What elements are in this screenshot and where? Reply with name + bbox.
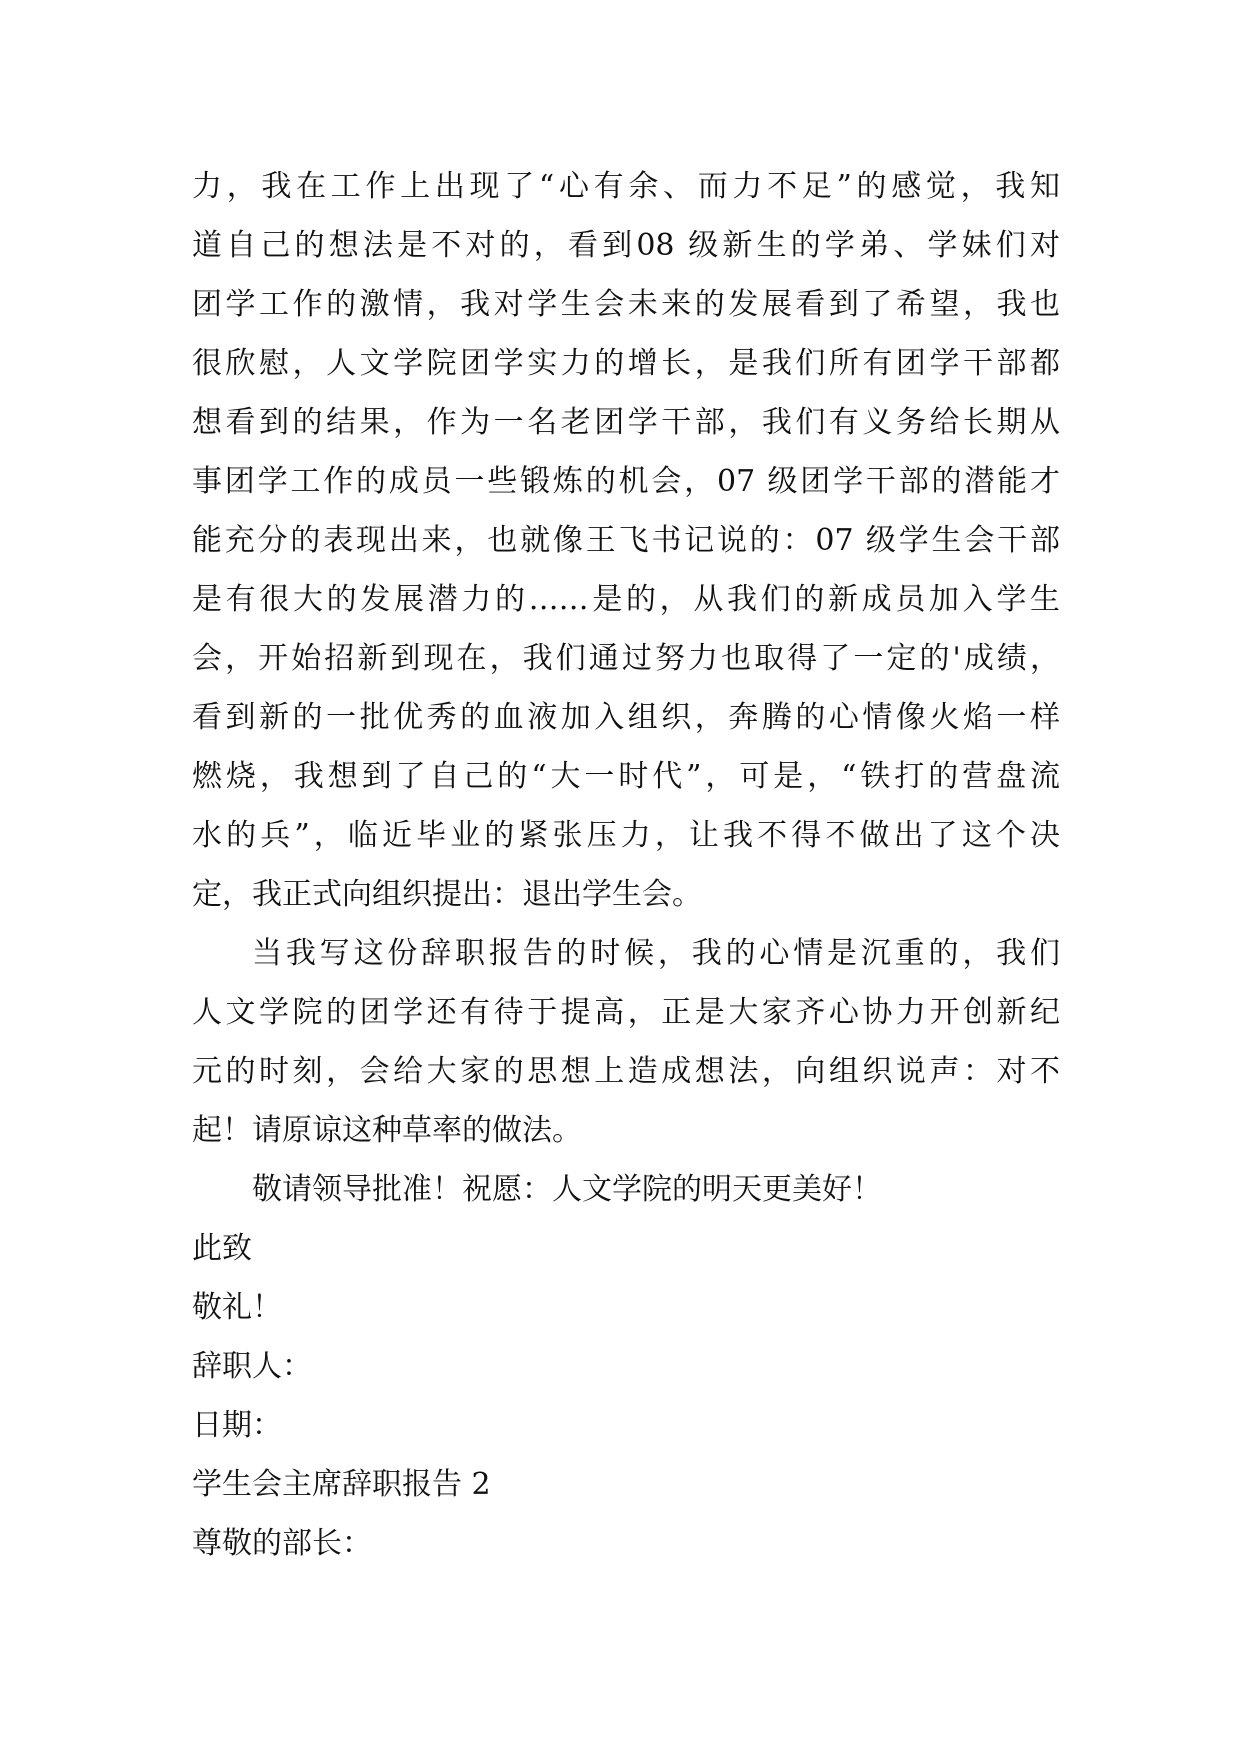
paragraph-line: 很欣慰，人文学院团学实力的增长，是我们所有团学干部都 (192, 346, 1060, 381)
paragraph-last-line: 起！请原谅这种草率的做法。 (192, 1113, 582, 1148)
closing-salutation: 此致 (192, 1231, 252, 1266)
paragraph-line: 燃烧，我想到了自己的“大一时代”，可是，“铁打的营盘流 (192, 759, 1060, 794)
section-title: 学生会主席辞职报告 2 (192, 1467, 491, 1502)
paragraph-first-line: 当我写这份辞职报告的时候，我的心情是沉重的，我们 (252, 936, 1060, 971)
paragraph-line: 水的兵”，临近毕业的紧张压力，让我不得不做出了这个决 (192, 818, 1060, 853)
date-label: 日期： (192, 1408, 282, 1443)
paragraph-line: 元的时刻，会给大家的思想上造成想法，向组织说声：对不 (192, 1054, 1060, 1089)
paragraph-line: 力，我在工作上出现了“心有余、而力不足”的感觉，我知 (192, 169, 1060, 204)
paragraph-line: 是有很大的发展潜力的……是的，从我们的新成员加入学生 (192, 582, 1060, 617)
paragraph-line: 能充分的表现出来，也就像王飞书记说的：07 级学生会干部 (192, 523, 1060, 558)
request-line: 敬请领导批准！祝愿：人文学院的明天更美好！ (252, 1172, 882, 1207)
paragraph-line: 想看到的结果，作为一名老团学干部，我们有义务给长期从 (192, 405, 1060, 440)
paragraph-line: 人文学院的团学还有待于提高，正是大家齐心协力开创新纪 (192, 995, 1060, 1030)
greeting-line: 尊敬的部长： (192, 1526, 372, 1561)
signature-label: 辞职人： (192, 1349, 312, 1384)
paragraph-line: 看到新的一批优秀的血液加入组织，奔腾的心情像火焰一样 (192, 700, 1060, 735)
paragraph-line: 会，开始招新到现在，我们通过努力也取得了一定的'成绩， (192, 641, 1060, 676)
document-body (192, 157, 1060, 1573)
paragraph-last-line: 定，我正式向组织提出：退出学生会。 (192, 877, 702, 912)
paragraph-line: 团学工作的激情，我对学生会未来的发展看到了希望，我也 (192, 287, 1060, 322)
closing-regards: 敬礼！ (192, 1290, 282, 1325)
paragraph-line: 道自己的想法是不对的，看到08 级新生的学弟、学妹们对 (192, 228, 1060, 263)
paragraph-line: 事团学工作的成员一些锻炼的机会，07 级团学干部的潜能才 (192, 464, 1060, 499)
